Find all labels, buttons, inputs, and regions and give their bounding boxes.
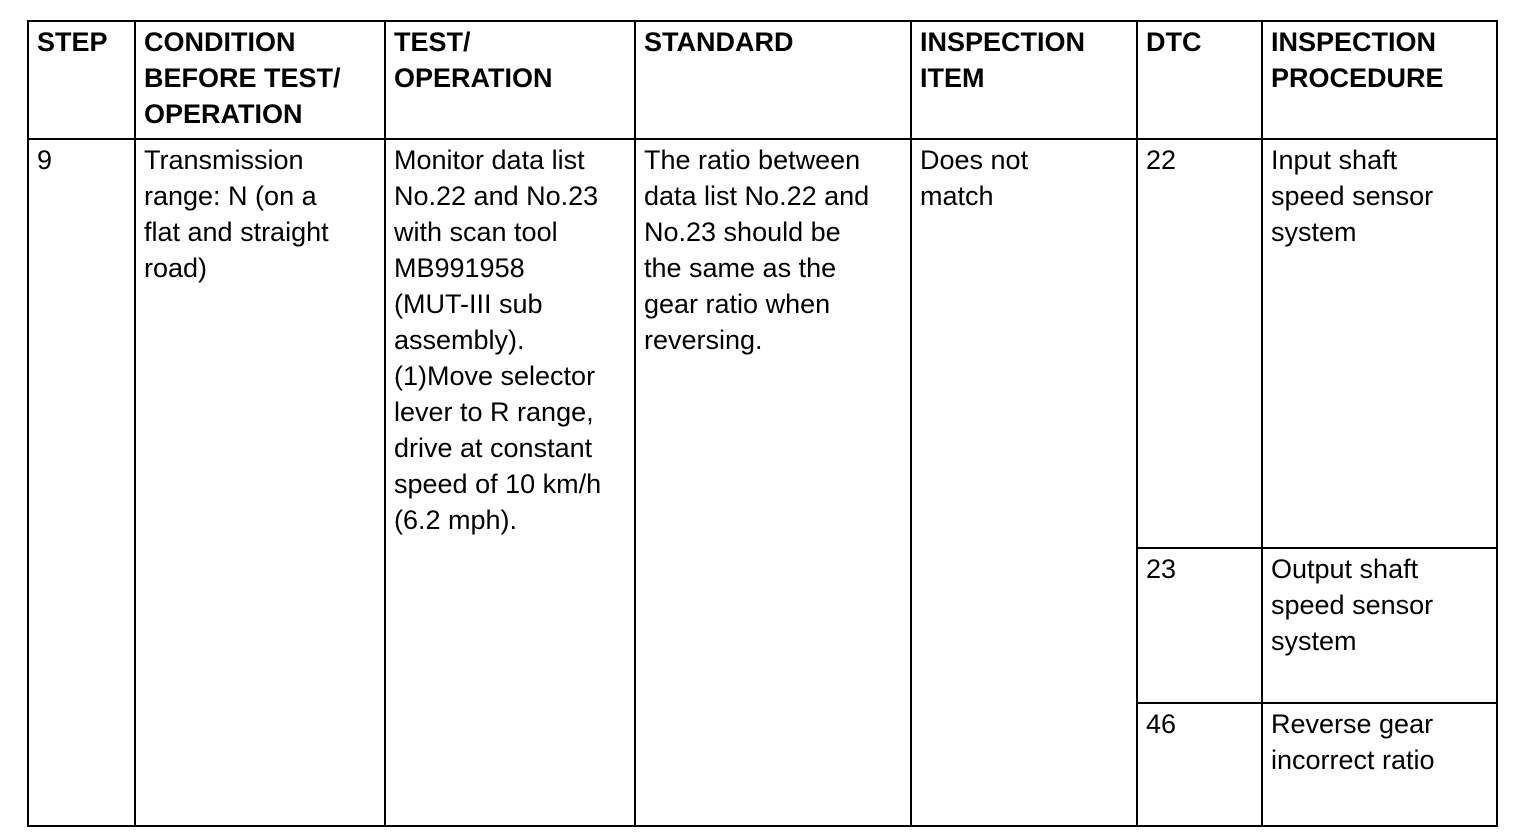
- cell-standard: [635, 139, 911, 826]
- header-test-operation: TEST/ OPERATION: [385, 21, 635, 139]
- inspection-table: [27, 20, 1498, 827]
- cell-inspection-procedure: [1262, 548, 1497, 703]
- test-operation-text: Monitor data list No.22 and No.23 with scan tool MB991958 (MUT-III sub assembly). (1)Move selector lever to R range, drive at constant speed of 10 km/h (6.2 mph).: [394, 145, 602, 535]
- dtc-code: 22: [1146, 145, 1177, 175]
- condition-text: Transmission range: N (on a flat and straight road): [144, 145, 329, 283]
- header-standard: STANDARD: [635, 21, 911, 139]
- cell-inspection-item: [911, 139, 1137, 826]
- cell-inspection-procedure: [1262, 139, 1497, 548]
- header-inspection-procedure: INSPECTION PROCEDURE: [1262, 21, 1497, 139]
- header-dtc: DTC: [1137, 21, 1262, 139]
- cell-dtc: [1137, 548, 1262, 703]
- cell-inspection-procedure: [1262, 703, 1497, 826]
- step-number: 9: [37, 145, 53, 175]
- header-inspection-item: INSPECTION ITEM: [911, 21, 1137, 139]
- table-header-row: [28, 21, 1497, 139]
- table-row: [28, 139, 1497, 548]
- header-step: STEP: [28, 21, 135, 139]
- cell-condition: [135, 139, 385, 826]
- inspection-procedure-text: Input shaft speed sensor system: [1271, 145, 1434, 247]
- cell-test-operation: [385, 139, 635, 826]
- cell-dtc: [1137, 703, 1262, 826]
- inspection-item-text: Does not match: [920, 145, 1029, 211]
- dtc-code: 46: [1146, 709, 1177, 739]
- cell-dtc: [1137, 139, 1262, 548]
- cell-step: [28, 139, 135, 826]
- standard-text: The ratio between data list No.22 and No.23 should be the same as the gear ratio when reversing.: [644, 145, 870, 355]
- header-condition: CONDITION BEFORE TEST/ OPERATION: [135, 21, 385, 139]
- dtc-code: 23: [1146, 554, 1177, 584]
- inspection-procedure-text: Output shaft speed sensor system: [1271, 554, 1434, 656]
- inspection-procedure-text: Reverse gear incorrect ratio: [1271, 709, 1435, 775]
